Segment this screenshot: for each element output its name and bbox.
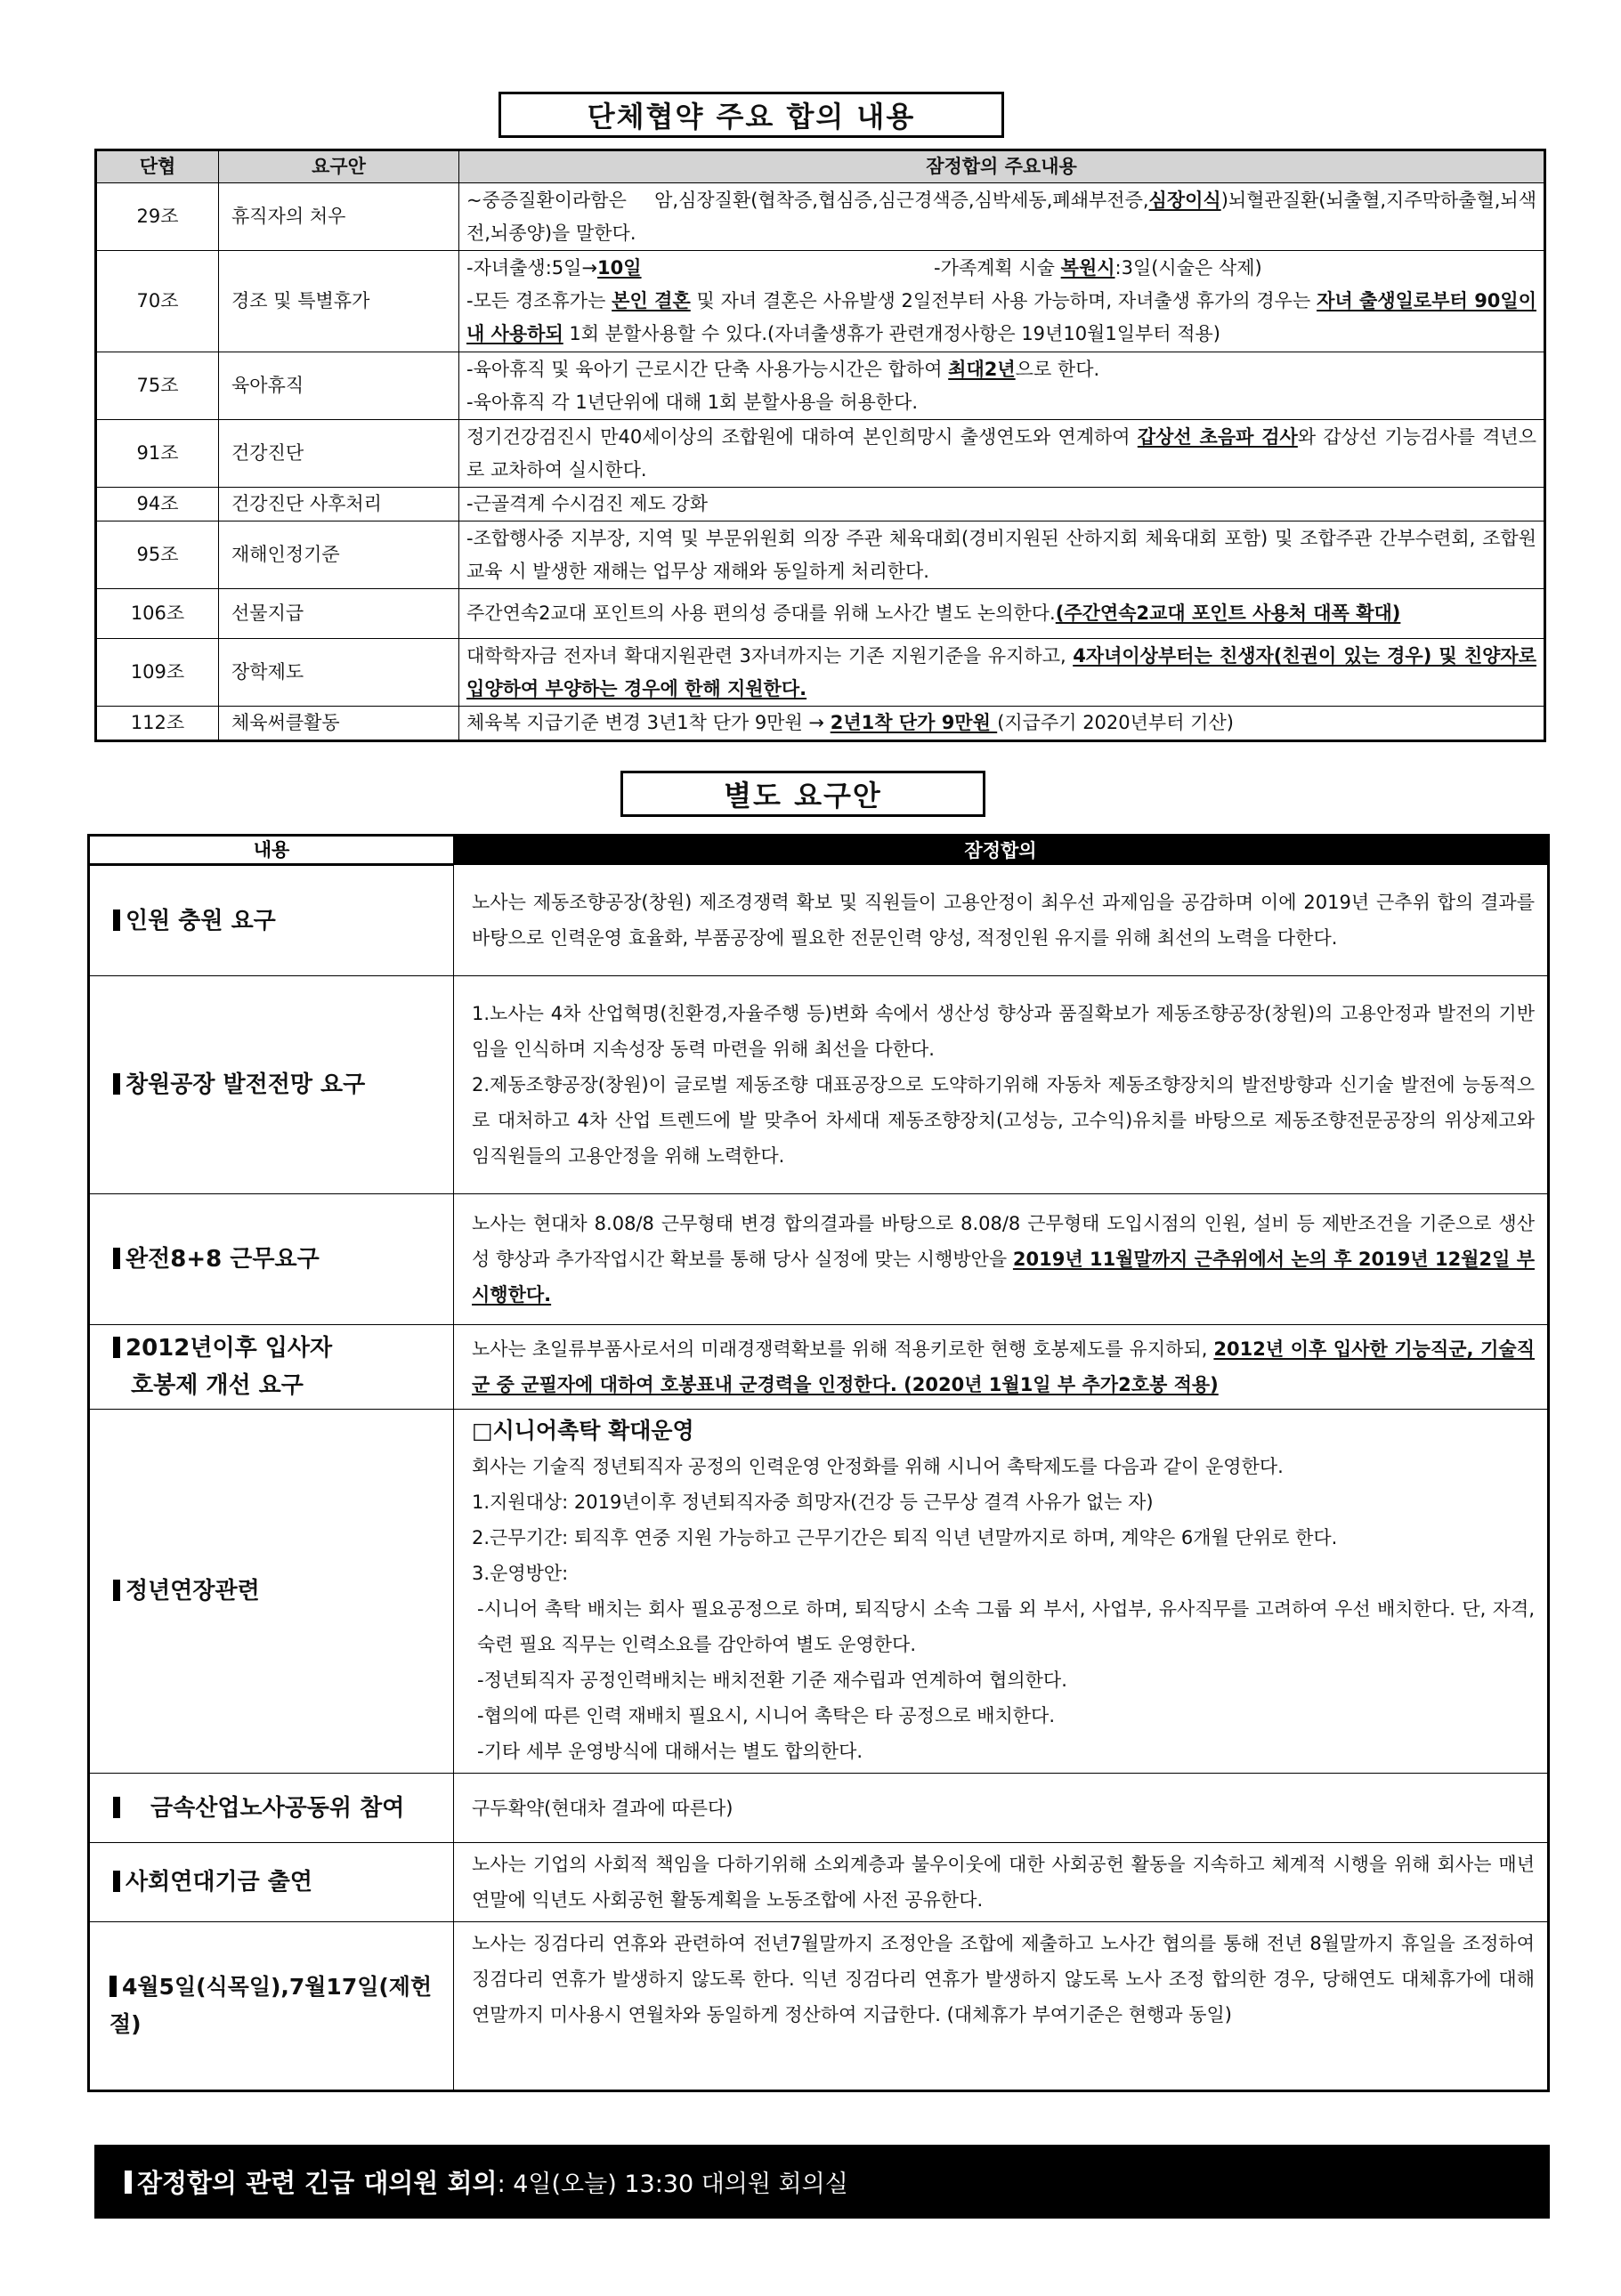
table-row <box>96 251 1545 352</box>
square-bullet-icon <box>113 1073 120 1095</box>
table-header-row <box>96 150 1545 183</box>
agreement-text: 노사는 제동조향공장(창원) 제조경쟁력 확보 및 직원들이 고용안정이 최우선 과제임을 공감하며 이에 2019년 근추위 합의 결과를 바탕으로 인력운영 효율화, 부품공장에 필요한 전문인력 양성, 적정인원 유지를 위해 최선의 노력을 다한다. <box>454 865 1549 976</box>
table-header-row <box>89 836 1549 865</box>
square-bullet-icon <box>109 1976 117 1997</box>
table-row <box>89 1922 1549 2091</box>
article-cell: 109조 <box>96 639 219 707</box>
item-cell: 선물지급 <box>219 589 459 639</box>
demand-label: 2012년이후 입사자 호봉제 개선 요구 <box>89 1325 454 1410</box>
demand-label: 금속산업노사공동위 참여 <box>89 1774 454 1843</box>
content-cell: 체육복 지급기준 변경 3년1착 단가 9만원 → 2년1착 단가 9만원 (지급주기 2020년부터 기산) <box>459 707 1545 741</box>
meeting-notice-detail: : 4일(오늘) 13:30 대의원 회의실 <box>497 2171 848 2198</box>
section2-title: 별도 요구안 <box>620 771 985 817</box>
table-row <box>96 707 1545 741</box>
header-content: 잠정합의 주요내용 <box>459 150 1545 183</box>
agreement-text: 구두확약(현대차 결과에 따른다) <box>454 1774 1549 1843</box>
table-row <box>89 1843 1549 1922</box>
article-cell: 70조 <box>96 251 219 352</box>
table-row <box>89 1325 1549 1410</box>
separate-demands-table <box>87 834 1550 2092</box>
square-bullet-icon <box>113 1248 120 1269</box>
square-bullet-icon <box>113 1871 120 1892</box>
demand-label: 사회연대기금 출연 <box>89 1843 454 1922</box>
content-cell: 주간연속2교대 포인트의 사용 편의성 증대를 위해 노사간 별도 논의한다.(주간연속2교대 포인트 사용처 대폭 확대) <box>459 589 1545 639</box>
square-bullet-icon <box>113 1797 120 1818</box>
article-cell: 94조 <box>96 488 219 521</box>
square-bullet-icon <box>125 2171 132 2194</box>
item-cell: 재해인정기준 <box>219 521 459 589</box>
article-cell: 106조 <box>96 589 219 639</box>
agreement-text: □시니어촉탁 확대운영 회사는 기술직 정년퇴직자 공정의 인력운영 안정화를 위해 시니어 촉탁제도를 다음과 같이 운영한다. 1.지원대상: 2019년이후 정년퇴직자중 희망자(건강 등 근무상 결격 사유가 없는 자) 2.근무기간: 퇴직후 연중 지원 가능하고 근무기간은 퇴직 익년 년말까지로 하며, 계약은 6개월 단위로 한다. 3.운영방안: -시니어 촉탁 배치는 회사 필요공정으로 하며, 퇴직당시 소속 그룹 외 부서, 사업부, 유사직무를 고려하여 우선 배치한다. 단, 자격, 숙련 필요 직무는 인력소요를 감안하여 별도 운영한다. -정년퇴직자 공정인력배치는 배치전환 기준 재수립과 연계하여 협의한다. -협의에 따른 인력 재배치 필요시, 시니어 촉탁은 타 공정으로 배치한다. -기타 세부 운영방식에 대해서는 별도 합의한다. <box>454 1410 1549 1774</box>
content-cell: -근골격계 수시검진 제도 강화 <box>459 488 1545 521</box>
square-bullet-icon <box>113 1337 120 1358</box>
article-cell: 29조 <box>96 183 219 251</box>
header-content: 내용 <box>89 836 454 865</box>
table-row <box>89 976 1549 1194</box>
table-row <box>89 1410 1549 1774</box>
content-cell: 정기건강검진시 만40세이상의 조합원에 대하여 본인희망시 출생연도와 연계하여 갑상선 초음파 검사와 갑상선 기능검사를 격년으로 교차하여 실시한다. <box>459 420 1545 488</box>
article-cell: 91조 <box>96 420 219 488</box>
demand-label: 정년연장관련 <box>89 1410 454 1774</box>
demand-label: 4월5일(식목일),7월17일(제헌절) <box>89 1922 454 2091</box>
item-cell: 체육써클활동 <box>219 707 459 741</box>
agreement-text: 노사는 현대차 8.08/8 근무형태 변경 합의결과를 바탕으로 8.08/8 근무형태 도입시점의 인원, 설비 등 제반조건을 기준으로 생산성 향상과 추가작업시간 확보를 통해 당사 실정에 맞는 시행방안을 2019년 11월말까지 근추위에서 논의 후 2019년 12월2일 부 시행한다. <box>454 1194 1549 1325</box>
article-cell: 95조 <box>96 521 219 589</box>
item-cell: 건강진단 <box>219 420 459 488</box>
table-row <box>96 183 1545 251</box>
item-cell: 장학제도 <box>219 639 459 707</box>
table-row <box>96 639 1545 707</box>
demand-label: 인원 충원 요구 <box>89 865 454 976</box>
section1-title: 단체협약 주요 합의 내용 <box>498 92 1004 138</box>
item-cell: 휴직자의 처우 <box>219 183 459 251</box>
content-cell: -자녀출생:5일→10일 -가족계획 시술 복원시:3일(시술은 삭제) -모든 경조휴가는 본인 결혼 및 자녀 결혼은 사유발생 2일전부터 사용 가능하며, 자녀출생 휴가의 경우는 자녀 출생일로부터 90일이내 사용하되 1회 분할사용할 수 있다.(자녀출생휴가 관련개정사항은 19년10월1일부터 적용) <box>459 251 1545 352</box>
table-row <box>89 865 1549 976</box>
square-bullet-icon <box>113 910 120 931</box>
agreement-text: 노사는 징검다리 연휴와 관련하여 전년7월말까지 조정안을 조합에 제출하고 노사간 협의를 통해 전년 8월말까지 휴일을 조정하여 징검다리 연휴가 발생하지 않도록 한다. 익년 징검다리 연휴가 발생하지 않도록 노사 조정 합의한 경우, 당해연도 대체휴가에 대해 연말까지 미사용시 연월차와 동일하게 정산하여 지급한다. (대체휴가 부여기준은 현행과 동일) <box>454 1922 1549 2091</box>
header-article: 단협 <box>96 150 219 183</box>
article-cell: 75조 <box>96 352 219 420</box>
table-row <box>96 488 1545 521</box>
header-item: 요구안 <box>219 150 459 183</box>
demand-label: 완전8+8 근무요구 <box>89 1194 454 1325</box>
demand-label: 창원공장 발전전망 요구 <box>89 976 454 1194</box>
table-row <box>96 589 1545 639</box>
item-cell: 건강진단 사후처리 <box>219 488 459 521</box>
square-bullet-icon <box>113 1580 120 1601</box>
content-cell: -조합행사중 지부장, 지역 및 부문위원회 의장 주관 체육대회(경비지원된 산하지회 체육대회 포함) 및 조합주관 간부수련회, 조합원교육 시 발생한 재해는 업무상 재해와 동일하게 처리한다. <box>459 521 1545 589</box>
table-row <box>89 1774 1549 1843</box>
content-cell: -육아휴직 및 육아기 근로시간 단축 사용가능시간은 합하여 최대2년으로 한다. -육아휴직 각 1년단위에 대해 1회 분할사용을 허용한다. <box>459 352 1545 420</box>
agreement-text: 노사는 초일류부품사로서의 미래경쟁력확보를 위해 적용키로한 현행 호봉제도를 유지하되, 2012년 이후 입사한 기능직군, 기술직군 중 군필자에 대하여 호봉표내 군경력을 인정한다. (2020년 1월1일 부 추가2호봉 적용) <box>454 1325 1549 1410</box>
sub-heading: □시니어촉탁 확대운영 <box>472 1418 694 1443</box>
content-cell: 대학학자금 전자녀 확대지원관련 3자녀까지는 기존 지원기준을 유지하고, 4자녀이상부터는 친생자(친권이 있는 경우) 및 친양자로 입양하여 부양하는 경우에 한해 지원한다. <box>459 639 1545 707</box>
item-cell: 육아휴직 <box>219 352 459 420</box>
content-cell: ~중증질환이라함은 암,심장질환(협착증,협심증,심근경색증,심박세동,폐쇄부전증,심장이식)뇌혈관질환(뇌출혈,지주막하출혈,뇌색전,뇌종양)을 말한다. <box>459 183 1545 251</box>
agreement-text: 1.노사는 4차 산업혁명(친환경,자율주행 등)변화 속에서 생산성 향상과 품질확보가 제동조향공장(창원)의 고용안정과 발전의 기반임을 인식하며 지속성장 동력 마련을 위해 최선을 다한다. 2.제동조향공장(창원)이 글로벌 제동조향 대표공장으로 도약하기위해 자동차 제동조향장치의 발전방향과 신기술 발전에 능동적으로 대처하고 4차 산업 트렌드에 발 맞추어 차세대 제동조향장치(고성능, 고수익)유치를 바탕으로 제동조향전문공장의 위상제고와 임직원들의 고용안정을 위해 노력한다. <box>454 976 1549 1194</box>
agreement-text: 노사는 기업의 사회적 책임을 다하기위해 소외계층과 불우이웃에 대한 사회공헌 활동을 지속하고 체계적 시행을 위해 회사는 매년 연말에 익년도 사회공헌 활동계획을 노동조합에 사전 공유한다. <box>454 1843 1549 1922</box>
meeting-notice-banner <box>94 2145 1550 2219</box>
table-row <box>96 420 1545 488</box>
table-row <box>89 1194 1549 1325</box>
item-cell: 경조 및 특별휴가 <box>219 251 459 352</box>
meeting-notice-heading: 잠정합의 관련 긴급 대의원 회의 <box>137 2168 498 2198</box>
header-agreement: 잠정합의 <box>454 836 1549 865</box>
agreement-table <box>94 149 1546 742</box>
table-row <box>96 521 1545 589</box>
article-cell: 112조 <box>96 707 219 741</box>
table-row <box>96 352 1545 420</box>
